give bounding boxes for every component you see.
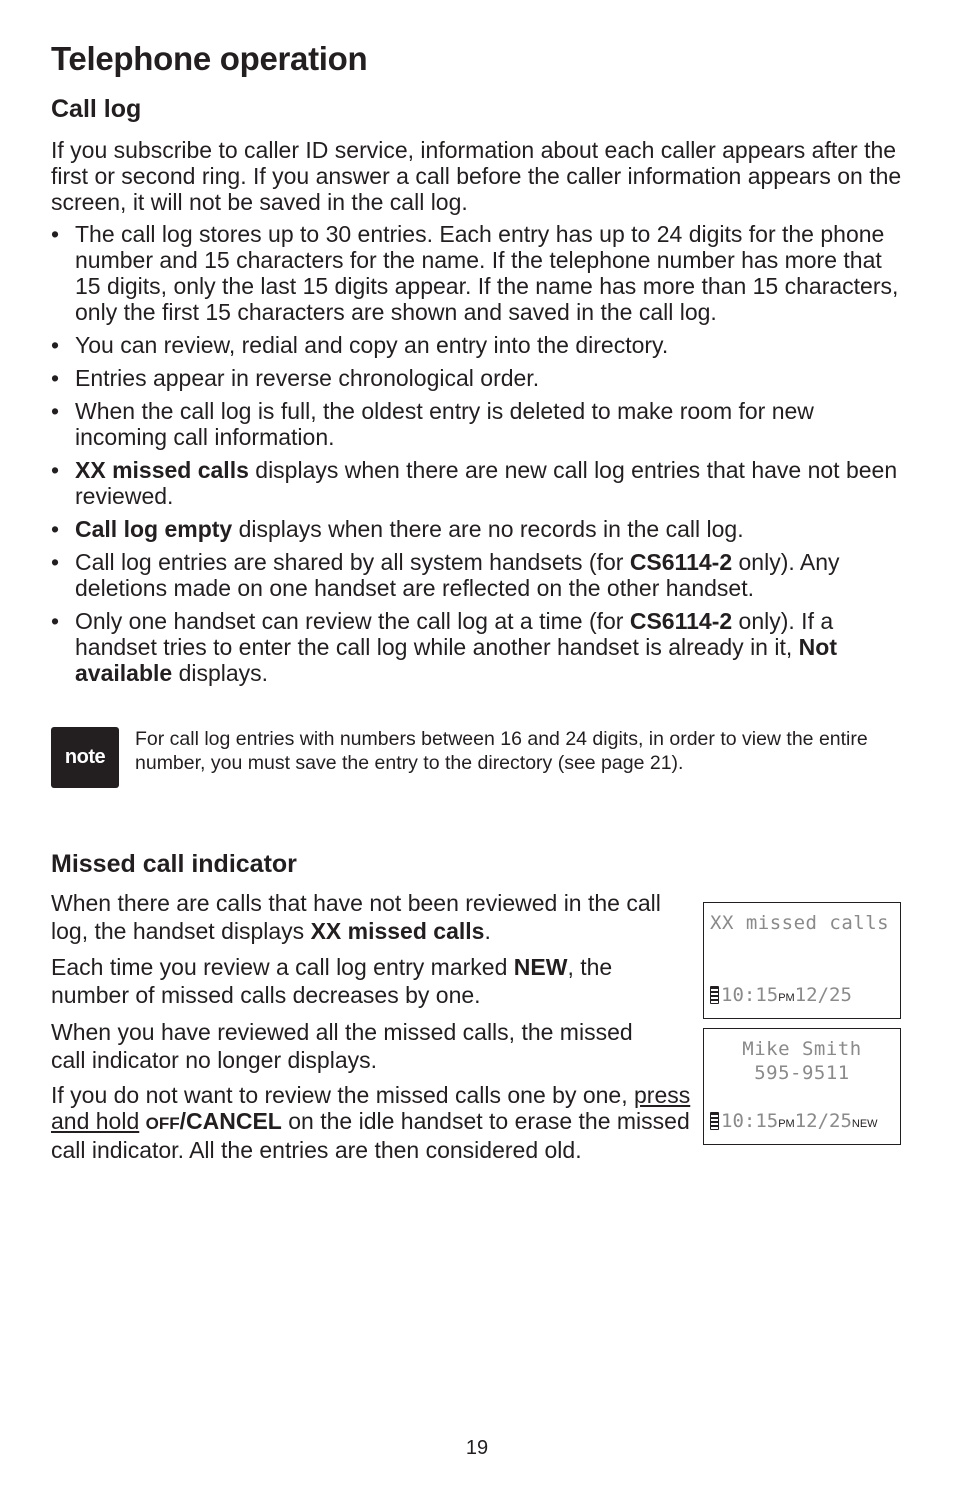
list-item: • Entries appear in reverse chronological order. <box>51 365 540 391</box>
battery-icon <box>710 1112 719 1130</box>
list-item: • The call log stores up to 30 entries. Each entry has up to 24 digits for the phone number and 15 characters for the name. If the telephone number has more that 15 digits, only the last 15 digits appear. If the name has more than 15 characters, only the first 15 characters are shown and saved in the call log. <box>51 221 899 325</box>
call-log-bullets <box>51 221 911 693</box>
list-item: • Only one handset can review the call log at a time (for CS6114-2 only). If a handset tries to enter the call log while another handset is already in it, Not available displays. <box>51 608 837 686</box>
missed-para-3: When you have reviewed all the missed calls, the missed call indicator no longer displays. <box>51 1019 633 1073</box>
missed-para-1: When there are calls that have not been reviewed in the call log, the handset displays XX missed calls. <box>51 890 661 944</box>
missed-call-heading: Missed call indicator <box>51 850 297 878</box>
screen-status: 10:15PM12/25NEW <box>710 1110 878 1132</box>
call-log-intro: If you subscribe to caller ID service, information about each caller appears after the first or second ring. If you answer a call before the caller information appears on the screen, it will not be saved in the call log. <box>51 137 902 215</box>
page-number: 19 <box>465 1437 489 1459</box>
screen-status: 10:15PM12/25 <box>710 984 852 1006</box>
missed-para-2: Each time you review a call log entry marked NEW, the number of missed calls decreases by one. <box>51 954 613 1008</box>
call-log-heading: Call log <box>51 95 142 123</box>
handset-screen-entry <box>703 1028 901 1145</box>
list-item: • Call log entries are shared by all system handsets (for CS6114-2 only). Any deletions made on one handset are reflected on the other handset. <box>51 549 840 601</box>
handset-screen-missed <box>703 902 901 1019</box>
note-text: For call log entries with numbers between 16 and 24 digits, in order to view the entire number, you must save the entry to the directory (see page 21). <box>135 728 868 774</box>
screen-number: 595-9511 <box>754 1062 850 1084</box>
page-title: Telephone operation <box>51 40 368 77</box>
list-item: • When the call log is full, the oldest entry is deleted to make room for new incoming call information. <box>51 398 814 450</box>
screen-text: XX missed calls <box>710 912 890 934</box>
list-item: • XX missed calls displays when there are new call log entries that have not been reviewed. <box>51 457 898 509</box>
list-item: • You can review, redial and copy an entry into the directory. <box>51 332 669 358</box>
battery-icon <box>710 986 719 1004</box>
screen-name: Mike Smith <box>742 1038 862 1060</box>
note-icon: note <box>51 727 119 788</box>
list-item: • Call log empty displays when there are no records in the call log. <box>51 516 744 542</box>
missed-para-4: If you do not want to review the missed calls one by one, press and hold OFF/CANCEL on the idle handset to erase the missed call indicator. All the entries are then considered old. <box>51 1082 691 1163</box>
